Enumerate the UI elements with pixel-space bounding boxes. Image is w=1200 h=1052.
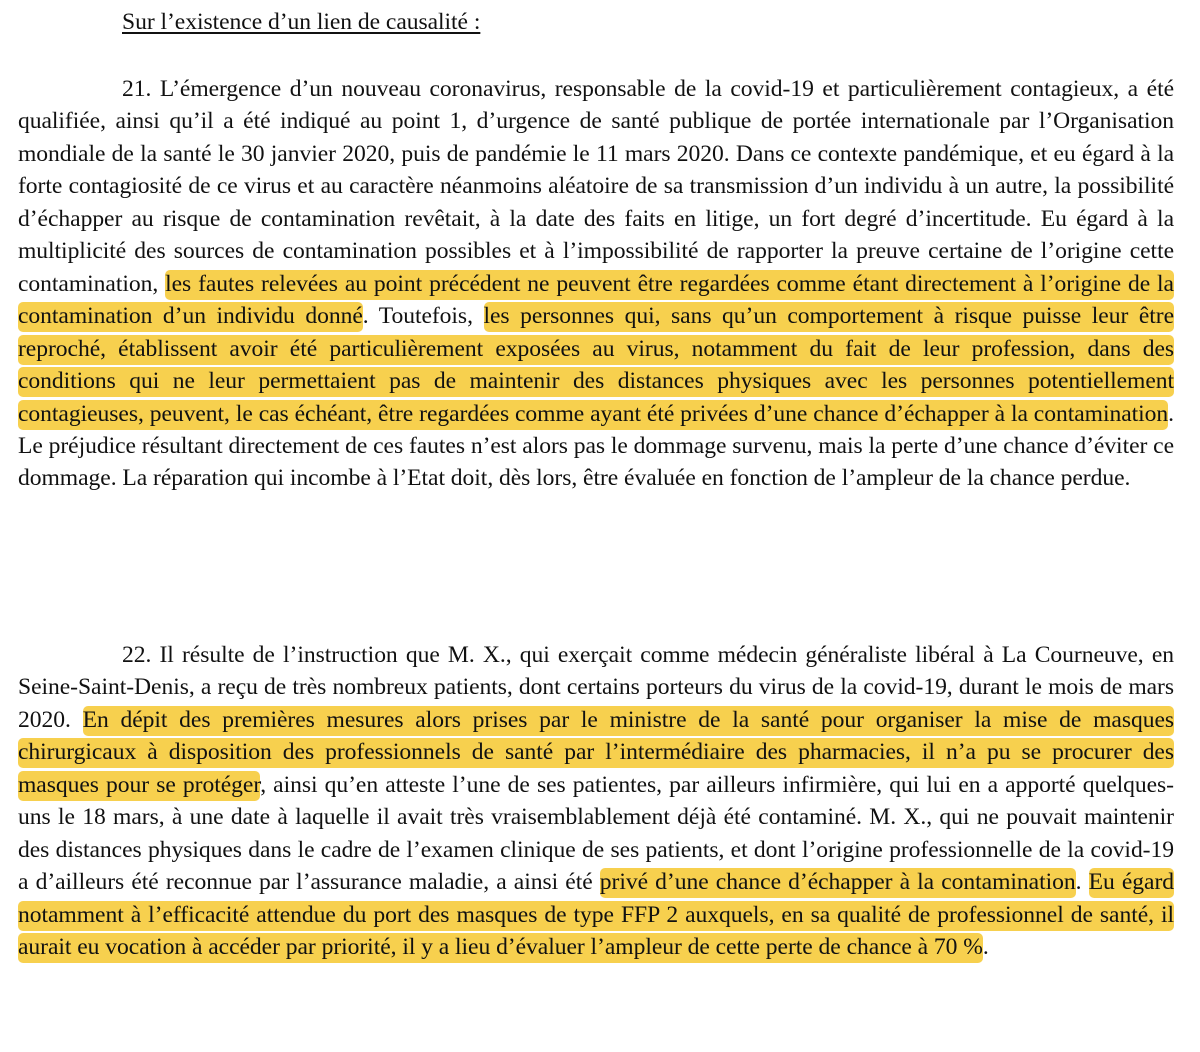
- text-segment: . Toutefois,: [362, 303, 484, 330]
- paragraph-number: 22.: [122, 642, 152, 668]
- paragraph-22: [18, 639, 1174, 964]
- text-segment: L’émergence d’un nouveau coronavirus, responsable de la covid-19 et particulièrement contagieux, a été qualifiée, ainsi qu’il a été indiqué au point 1, d’urgence de santé publique de portée internationale par l’Organisation mondiale de la santé le 30 janvier 2020, puis de pandémie le 11 mars 2020. Dans ce contexte pandémique, et eu égard à la forte contagiosité de ce virus et au caractère néanmoins aléatoire de sa transmission d’un individu à un autre, la possibilité d’échapper au risque de contamination revêtait, à la date des faits en litige, un fort degré d’incertitude. Eu égard à la multiplicité des sources de contamination possibles et à l’impossibilité de rapporter la preuve certaine de l’origine cette contamination,: [18, 76, 1174, 297]
- text-segment: .: [1075, 869, 1089, 896]
- section-heading: Sur l’existence d’un lien de causalité :: [122, 9, 481, 35]
- text-segment: , ainsi qu’en atteste l’une de ses patientes, par ailleurs infirmière, qui lui en a apporté quelques-uns le 18 mars, à une date à laquelle il avait très vraisemblablement déjà été contaminé. M. X., qui ne pouvait maintenir des distances physiques dans le cadre de l’examen clinique de ses patients, et dont l’origine professionnelle de la covid-19 a d’ailleurs été reconnue par l’assurance maladie, a ainsi été: [18, 771, 1174, 896]
- highlighted-text: En dépit des premières mesures alors prises par le ministre de la santé pour organiser la mise de masques chirurgicaux à disposition des professionnels de santé par l’intermédiaire des pharmacies, il n’a pu se procurer des masques pour se protéger: [18, 706, 1174, 801]
- paragraph-21: [18, 73, 1174, 495]
- text-segment: . Le préjudice résultant directement de ces fautes n’est alors pas le dommage survenu, mais la perte d’une chance d’éviter ce dommage. La réparation qui incombe à l’Etat doit, dès lors, être évaluée en fonction de l’ampleur de la chance perdue.: [18, 400, 1174, 492]
- highlighted-text: privé d’une chance d’échapper à la contamination: [600, 868, 1076, 898]
- text-segment: Il résulte de l’instruction que M. X., qui exerçait comme médecin généraliste libéral à La Courneuve, en Seine-Saint-Denis, a reçu de très nombreux patients, dont certains porteurs du virus de la covid-19, durant le mois de mars 2020.: [18, 642, 1174, 733]
- text-segment: .: [982, 934, 989, 961]
- highlighted-text: les personnes qui, sans qu’un comportement à risque puisse leur être reproché, établissent avoir été particulièrement exposées au virus, notamment du fait de leur profession, dans des conditions qui ne leur permettaient pas de maintenir des distances physiques avec les personnes potentiellement contagieuses, peuvent, le cas échéant, être regardées comme ayant été privées d’une chance d’échapper à la contamination: [18, 302, 1174, 429]
- highlighted-text: Eu égard notamment à l’efficacité attendue du port des masques de type FFP 2 auxquels, en sa qualité de professionnel de santé, il aurait eu vocation à accéder par priorité, il y a lieu d’évaluer l’ampleur de cette perte de chance à 70 %: [18, 868, 1174, 963]
- highlighted-text: les fautes relevées au point précédent ne peuvent être regardées comme étant directement à l’origine de la contamination d’un individu donné: [18, 270, 1174, 332]
- paragraph-number: 21.: [122, 76, 152, 102]
